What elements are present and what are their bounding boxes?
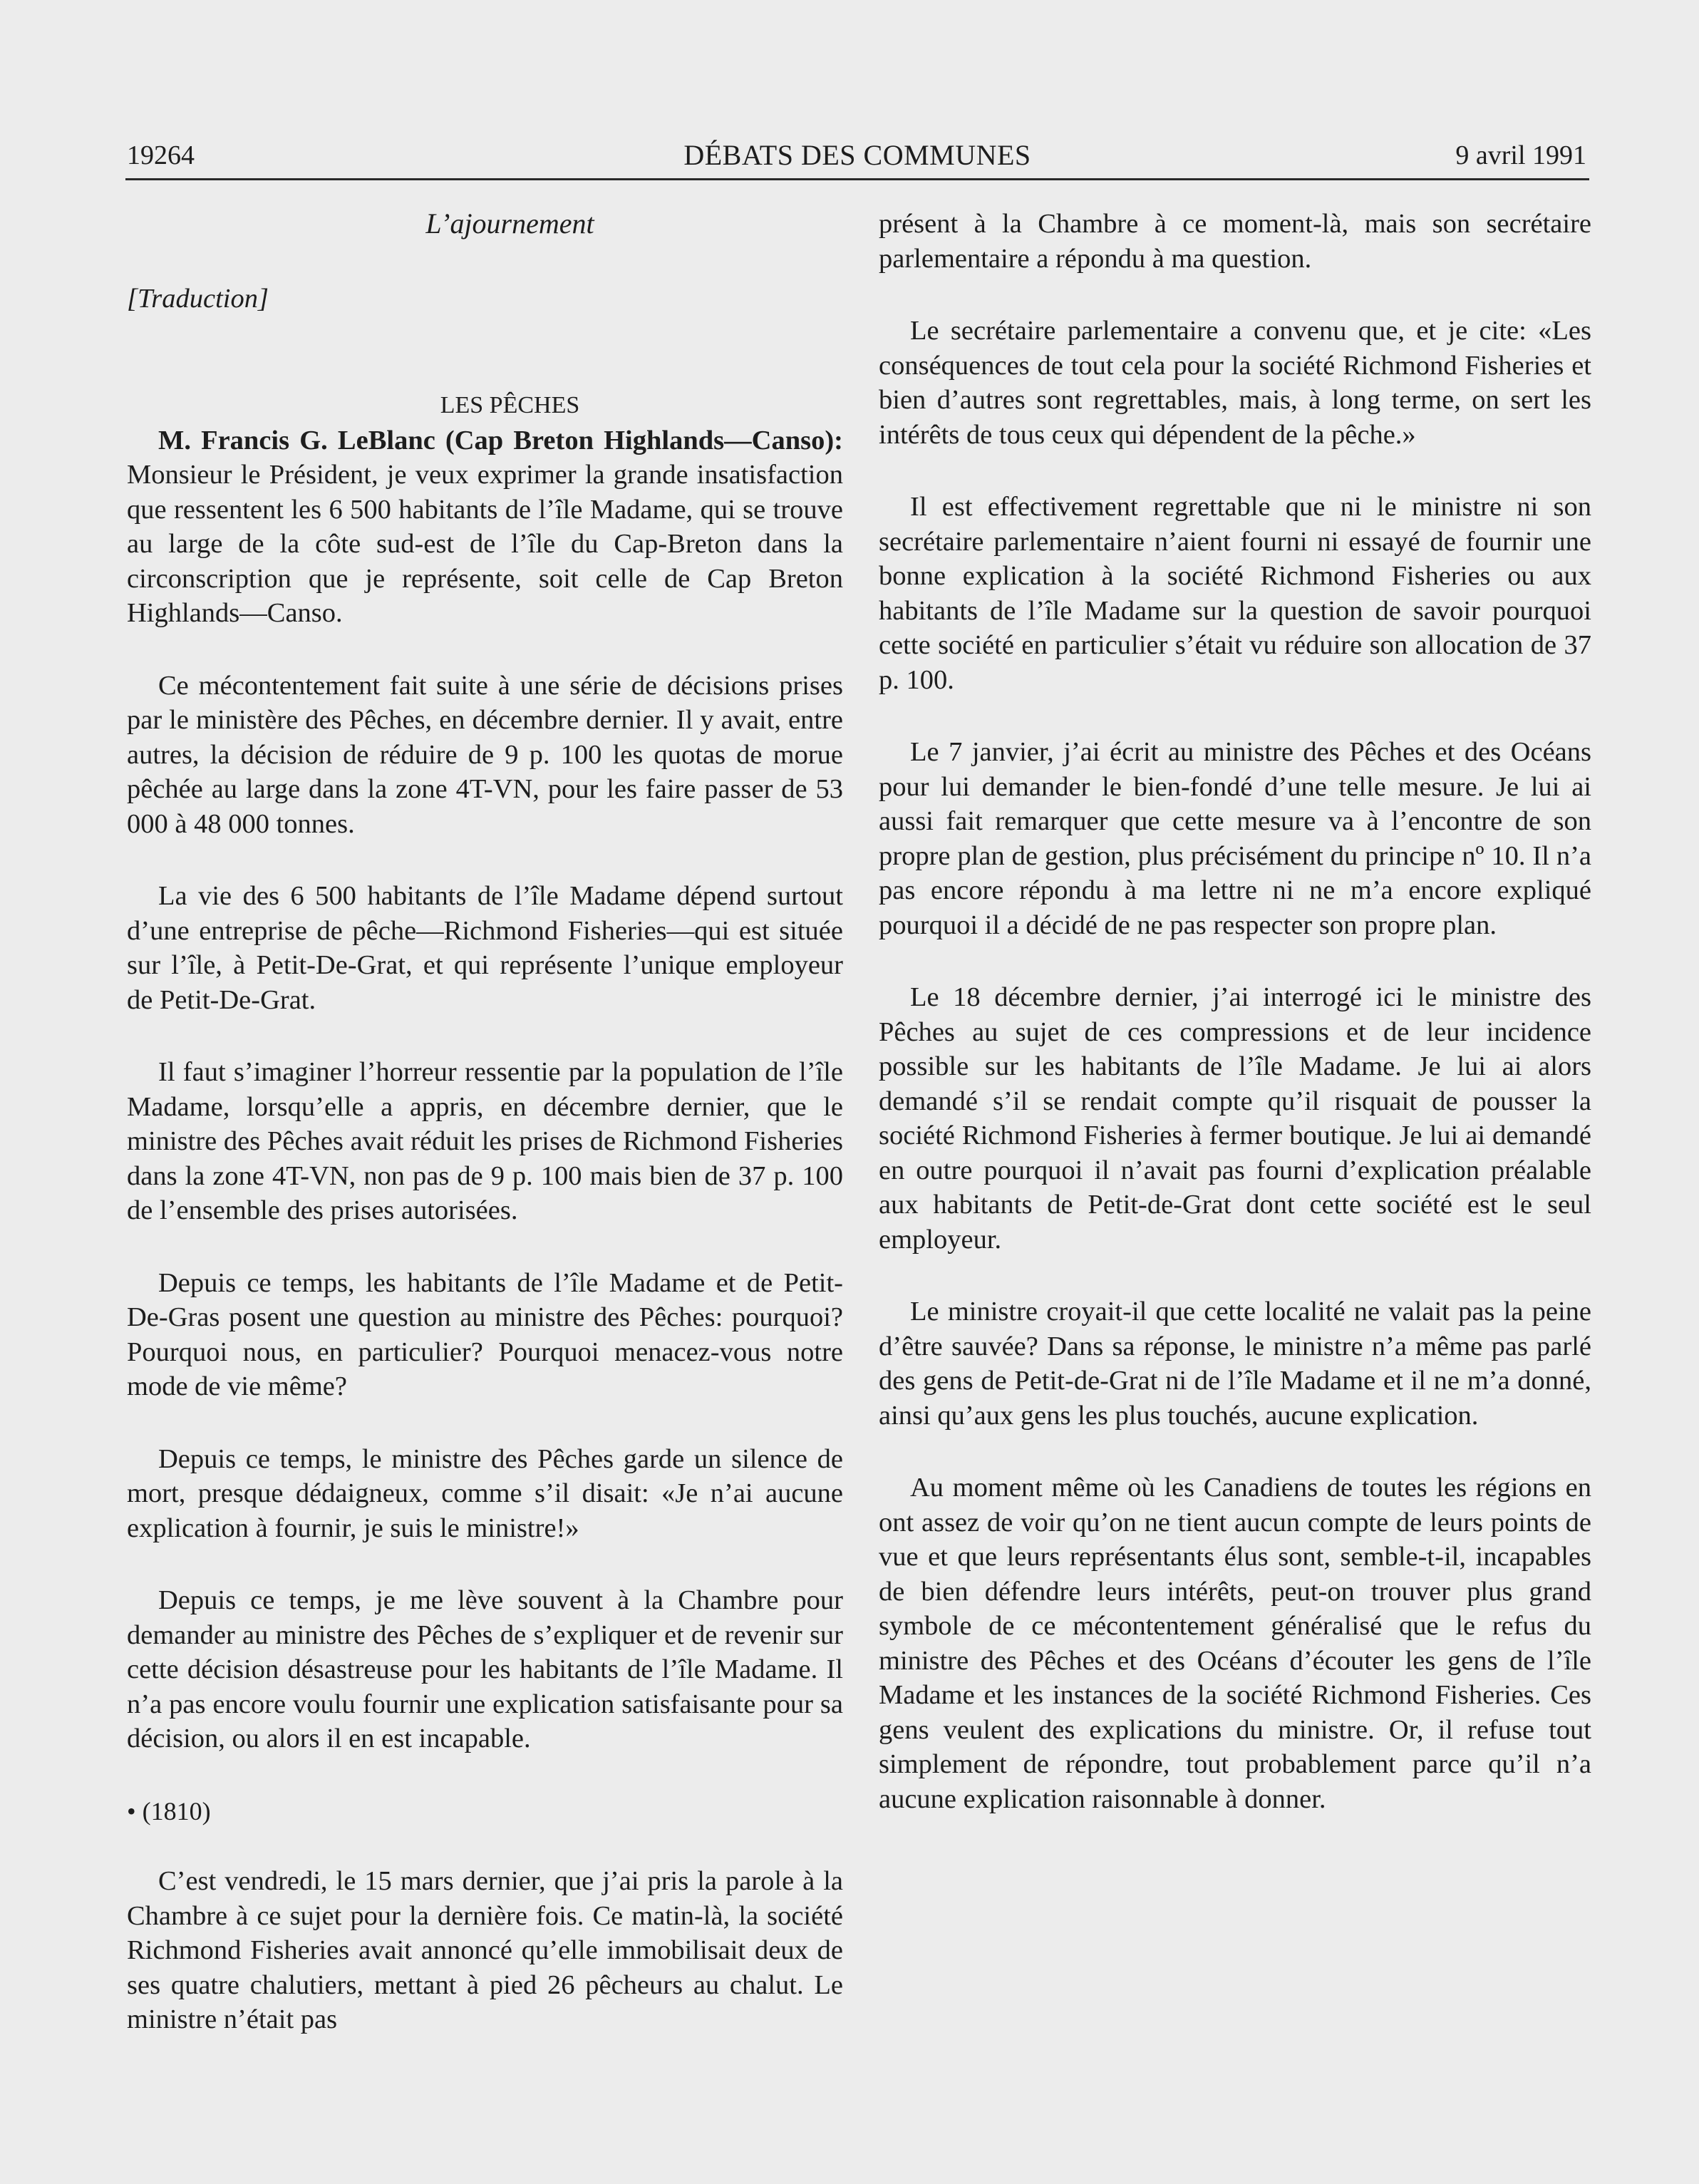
subject-heading: LES PÊCHES	[440, 392, 580, 418]
paragraph: Depuis ce temps, le ministre des Pêches garde un silence de mort, presque dédaigneux, comme s’il disait: «Je n’ai aucune explication à fournir, je suis le ministre!»	[127, 1443, 843, 1543]
page-header	[125, 135, 1589, 180]
paragraph: Au moment même où les Canadiens de toutes les régions en ont assez de voir qu’on ne tient aucun compte de leurs points de vue et que leurs représentants élus sont, semble-t-il, incapables de bien défendre leurs intérêts, peut-on trouver plus grand symbole de ce mécontentement généralisé que le refus du ministre des Pêches et des Océans d’écouter les gens de l’île Madame et les instances de la société Richmond Fisheries. Ces gens veulent des explications du ministre. Or, il refuse tout simplement de répondre, tout probablement parce qu’il n’a aucune explication raisonnable à donner.	[879, 1473, 1591, 1814]
paragraph: La vie des 6 500 habitants de l’île Madame dépend surtout d’une entreprise de pêche—Richmond Fisheries—qui est située sur l’île, à Petit-De-Grat, et qui représente l’unique employeur de Petit-De-Grat.	[127, 881, 843, 1015]
paragraph: Depuis ce temps, les habitants de l’île Madame et de Petit-De-Gras posent une question au ministre des Pêches: pourquoi? Pourquoi nous, en particulier? Pourquoi menacez-vous notre mode de vie même?	[127, 1267, 843, 1401]
translation-note: [Traduction]	[127, 283, 269, 314]
section-heading: L’ajournement	[425, 207, 594, 239]
issue-date: 9 avril 1991	[1455, 140, 1586, 170]
paragraph: Le secrétaire parlementaire a convenu que, et je cite: «Les conséquences de tout cela pour la société Richmond Fisheries et bien d’autres sont regrettables, mais, à long terme, on sert les intérêts de tous ceux qui dépendent de la pêche.»	[879, 316, 1591, 450]
speaker-name: M. Francis G. LeBlanc (Cap Breton Highlands—Canso):	[158, 425, 843, 455]
time-marker: • (1810)	[127, 1796, 211, 1825]
paragraph: Depuis ce temps, je me lève souvent à la Chambre pour demander au ministre des Pêches de s’expliquer et de revenir sur cette décision désastreuse pour les habitants de l’île Madame. Il n’a pas encore voulu fournir une explication satisfaisante pour sa décision, ou alors il en est incapable.	[127, 1585, 843, 1753]
paragraph: Il est effectivement regrettable que ni le ministre ni son secrétaire parlementaire n’aient fourni ni essayé de fournir une bonne explication à la société Richmond Fisheries ou aux habitants de l’île Madame sur la question de savoir pourquoi cette société en particulier s’était vu réduire son allocation de 37 p. 100.	[879, 492, 1591, 695]
speech-opening: Monsieur le Président, je veux exprimer la grande insatisfaction que ressentent les 6 500 habitants de l’île Madame, qui se trouve au large de la côte sud-est de l’île du Cap-Breton dans la circonscription que je représente, soit celle de Cap Breton Highlands—Canso.	[127, 460, 843, 628]
left-column	[127, 207, 843, 2075]
paragraph: Le ministre croyait-il que cette localité ne valait pas la peine d’être sauvée? Dans sa réponse, le ministre n’a même pas parlé des gens de Petit-de-Grat ni de l’île Madame et il ne m’a donné, ainsi qu’aux gens les plus touchés, aucune explication.	[879, 1297, 1591, 1431]
journal-title: DÉBATS DES COMMUNES	[683, 139, 1031, 171]
right-column	[879, 207, 1591, 1854]
paragraph: Il faut s’imaginer l’horreur ressentie par la population de l’île Madame, lorsqu’elle a appris, en décembre dernier, que le ministre des Pêches avait réduit les prises de Richmond Fisheries dans la zone 4T-VN, non pas de 9 p. 100 mais bien de 37 p. 100 de l’ensemble des prises autorisées.	[127, 1057, 843, 1225]
paragraph: Le 7 janvier, j’ai écrit au ministre des Pêches et des Océans pour lui demander le bien-fondé d’une telle mesure. Je lui ai aussi fait remarquer que cette mesure va à l’encontre de son propre plan de gestion, plus précisément du principe nº 10. Il n’a pas encore répondu à ma lettre ni ne m’a encore expliqué pourquoi il a décidé de ne pas respecter son propre plan.	[879, 737, 1591, 940]
opening-paragraph	[127, 423, 843, 631]
paragraph: Le 18 décembre dernier, j’ai interrogé ici le ministre des Pêches au sujet de ces compressions et de leur incidence possible sur les habitants de l’île Madame. Je lui ai alors demandé s’il se rendait compte qu’il risquait de pousser la société Richmond Fisheries à fermer boutique. Je lui ai demandé en outre pourquoi il n’avait pas fourni d’explication préalable aux habitants de Petit-de-Grat dont cette société est le seul employeur.	[879, 982, 1591, 1255]
continued-paragraph: présent à la Chambre à ce moment-là, mais son secrétaire parlementaire a répondu à ma question.	[879, 209, 1591, 274]
paragraph: Ce mécontentement fait suite à une série de décisions prises par le ministère des Pêches, en décembre dernier. Il y avait, entre autres, la décision de réduire de 9 p. 100 les quotas de morue pêchée au large dans la zone 4T-VN, pour les faire passer de 53 000 à 48 000 tonnes.	[127, 670, 843, 839]
page-number: 19264	[127, 140, 195, 170]
paragraph: C’est vendredi, le 15 mars dernier, que j’ai pris la parole à la Chambre à ce sujet pour la dernière fois. Ce matin-là, la société Richmond Fisheries avait annoncé qu’elle immobilisait deux de ses quatre chalutiers, mettant à pied 26 pêcheurs au chalut. Le ministre n’était pas	[127, 1866, 843, 2034]
